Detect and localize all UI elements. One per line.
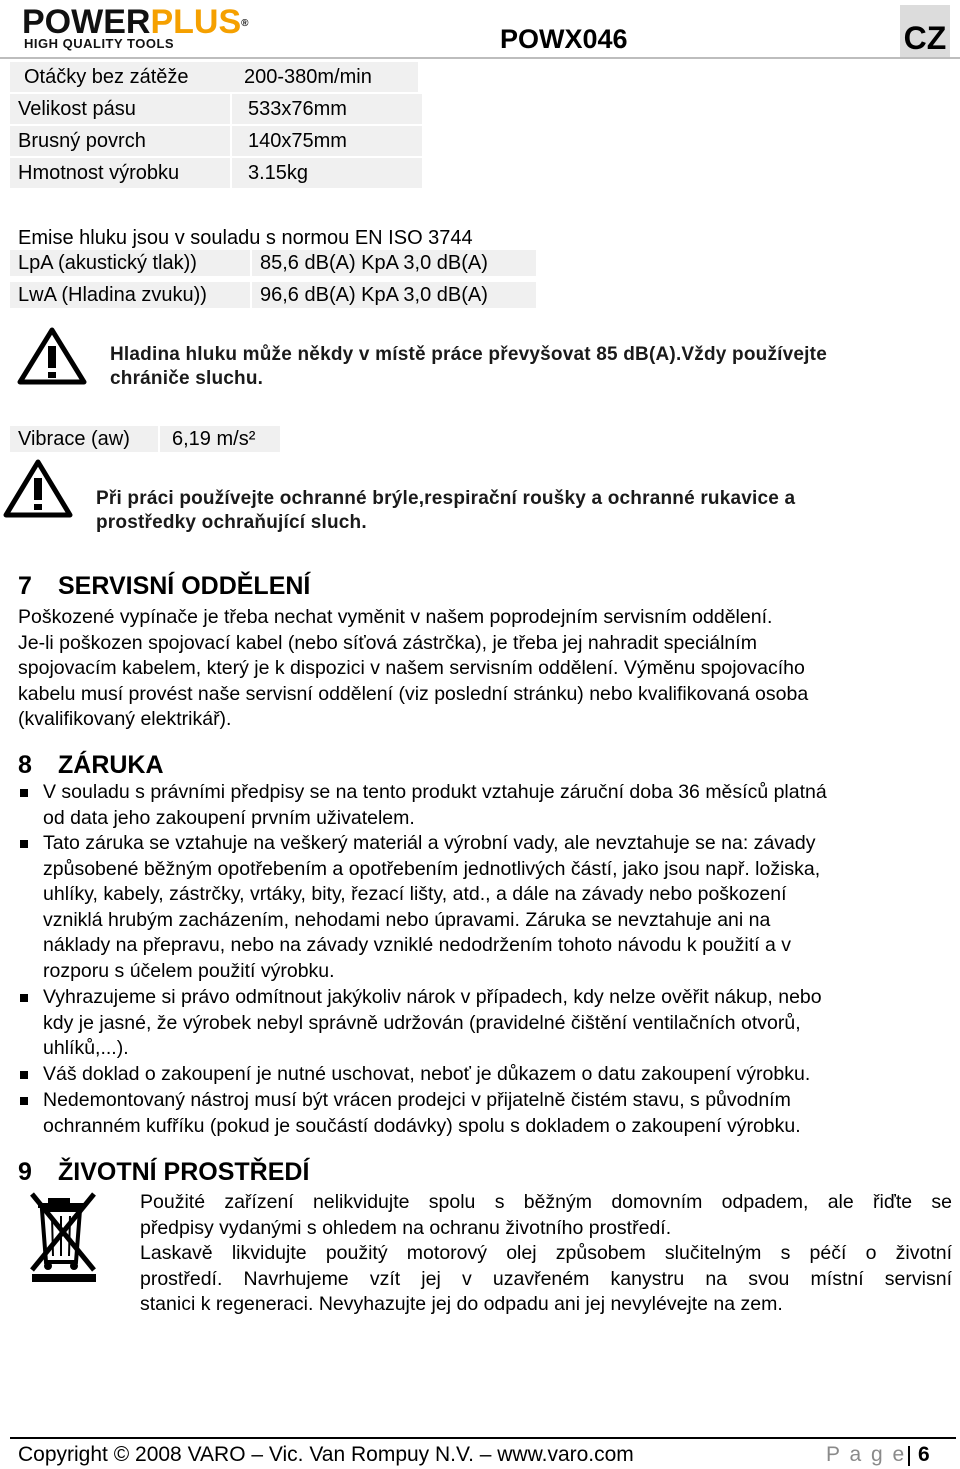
list-item-line: rozporu s účelem použití výrobku. <box>43 959 335 982</box>
brand-logo <box>22 4 249 40</box>
brand-logo-main: POWER <box>22 3 151 41</box>
bullet-square-icon <box>20 840 28 848</box>
section-number: 7 <box>18 572 32 600</box>
brand-logo-accent: PLUS <box>150 3 242 41</box>
service-text <box>18 605 808 733</box>
list-item-line: Tato záruka se vztahuje na veškerý materiál a výrobní vady, ale nevztahuje se na: závady <box>43 832 816 854</box>
list-item-line: V souladu s právními předpisy se na tento produkt vztahuje záruční doba 36 měsíců platná <box>43 781 827 803</box>
section-title: SERVISNÍ ODDĚLENÍ <box>58 572 311 600</box>
list-item-line: ochranném kufříku (pokud je součástí dodávky) spolu s dokladem o zakoupení výrobku. <box>43 1114 801 1137</box>
warning-triangle-icon <box>2 458 74 520</box>
vibration-warning-line2: prostředky ochraňující sluch. <box>96 512 367 533</box>
list-item-line: kdy je jasné, že výrobek nebyl správně udržován (pravidelné čištění ventilačních otvorů, <box>43 1011 801 1034</box>
copyright: Copyright © 2008 VARO – Vic. Van Rompuy N.V. – www.varo.com <box>18 1443 634 1466</box>
section-number: 9 <box>18 1158 32 1186</box>
list-item-line: náklady na přepravu, nebo na závady vzniklé nedodržením tohoto návodu k použití a v <box>43 934 791 957</box>
spec-value: 200-380m/min <box>232 62 418 92</box>
lwa-value: 96,6 dB(A) KpA 3,0 dB(A) <box>252 282 536 308</box>
section-number: 8 <box>18 751 32 779</box>
paragraph-line: (kvalifikovaný elektrikář). <box>18 708 232 731</box>
lpa-value: 85,6 dB(A) KpA 3,0 dB(A) <box>252 250 536 276</box>
model-number: POWX046 <box>500 24 628 54</box>
spec-value: 3.15kg <box>232 158 422 188</box>
page-label: P a g e <box>826 1443 907 1466</box>
list-item <box>43 1062 810 1088</box>
paragraph-line: spojovacím kabelem, který je k dispozici v našem servisním oddělení. Výměnu spojovacího <box>18 657 805 680</box>
spec-label: Hmotnost výrobku <box>10 158 230 188</box>
paragraph-line: stanici k regeneraci. Nevyhazujte jej do odpadu ani jej nevylévejte na zem. <box>140 1293 783 1316</box>
paragraph-line: kabelu musí provést naše servisní oddělení (viz poslední stránku) nebo kvalifikovaná osoba <box>18 682 809 705</box>
brand-tagline: HIGH QUALITY TOOLS <box>24 36 175 51</box>
section-title: ZÁRUKA <box>58 751 164 779</box>
paragraph-line: Poškozené vypínače je třeba nechat vyměnit v našem poprodejním servisním oddělení. <box>18 606 773 628</box>
list-item-line: Vyhrazujeme si právo odmítnout jakýkoliv nárok v případech, kdy nelze ověřit nákup, nebo <box>43 986 822 1008</box>
list-item-line: vzniklá hrubým zacházením, nehodami nebo úpravami. Záruka se nevztahuje ani na <box>43 908 771 931</box>
paragraph-line: Laskavě likvidujte použitý motorový olej způsobem slučitelným s péčí o životní <box>140 1242 952 1265</box>
paragraph-line: Použité zařízení nelikvidujte spolu s běžným domovním odpadem, ale řiďte se <box>140 1191 952 1213</box>
bullet-square-icon <box>20 994 28 1002</box>
list-item-line: Váš doklad o zakoupení je nutné uschovat, neboť je důkazem o datu zakoupení výrobku. <box>43 1063 811 1085</box>
lpa-label: LpA (akustický tlak)) <box>10 250 250 276</box>
noise-warning-line2: chrániče sluchu. <box>110 368 264 389</box>
footer-rule <box>10 1437 956 1439</box>
list-item <box>43 1088 801 1139</box>
spec-value: 140x75mm <box>232 126 422 156</box>
spec-label: Brusný povrch <box>10 126 230 156</box>
list-item-line: Nedemontovaný nástroj musí být vrácen prodejci v přijatelně čistém stavu, s původním <box>43 1089 791 1111</box>
page-divider <box>908 1446 910 1466</box>
noise-warning-line1: Hladina hluku může někdy v místě práce převyšovat 85 dB(A).Vždy používejte <box>110 344 827 365</box>
bullet-square-icon <box>20 1097 28 1105</box>
list-item-line: uhlíků,...). <box>43 1037 129 1060</box>
list-item-line: způsobené běžným opotřebením a opotřebením jednotlivých částí, jako jsou např. ložiska, <box>43 857 821 880</box>
list-item <box>43 831 820 985</box>
registered-mark: ® <box>241 18 249 29</box>
vibration-label: Vibrace (aw) <box>10 426 158 452</box>
list-item <box>43 985 822 1062</box>
vibration-warning-line1: Při práci používejte ochranné brýle,respirační roušky a ochranné rukavice a <box>96 488 796 509</box>
crossed-out-bin-icon <box>26 1190 106 1284</box>
noise-intro: Emise hluku jsou v souladu s normou EN ISO 3744 <box>18 227 473 249</box>
spec-value: 533x76mm <box>232 94 422 124</box>
bullet-square-icon <box>20 789 28 797</box>
page-number: 6 <box>918 1443 930 1466</box>
language-badge: CZ <box>900 5 950 58</box>
environment-text <box>140 1190 952 1318</box>
vibration-value: 6,19 m/s² <box>160 426 280 452</box>
list-item-line: uhlíky, kabely, zástrčky, vrtáky, bity, řezací lišty, atd., a dále na závady nebo poškození <box>43 883 787 906</box>
spec-label: Velikost pásu <box>10 94 230 124</box>
spec-label: Otáčky bez zátěže <box>10 62 236 92</box>
list-item <box>43 780 827 831</box>
header-rule <box>0 57 960 59</box>
section-title: ŽIVOTNÍ PROSTŘEDÍ <box>58 1158 310 1186</box>
paragraph-line: předpisy vydanými s ohledem na ochranu životního prostředí. <box>140 1216 672 1239</box>
bullet-square-icon <box>20 1071 28 1079</box>
paragraph-line: Je-li poškozen spojovací kabel (nebo síťová zástrčka), je třeba jej nahradit speciálním <box>18 631 757 654</box>
warning-triangle-icon <box>16 326 88 386</box>
lwa-label: LwA (Hladina zvuku)) <box>10 282 250 308</box>
paragraph-line: prostředí. Navrhujeme vzít jej v uzavřeném kanystru na svou místní servisní <box>140 1267 952 1290</box>
list-item-line: od data jeho zakoupení prvním uživatelem. <box>43 806 415 829</box>
